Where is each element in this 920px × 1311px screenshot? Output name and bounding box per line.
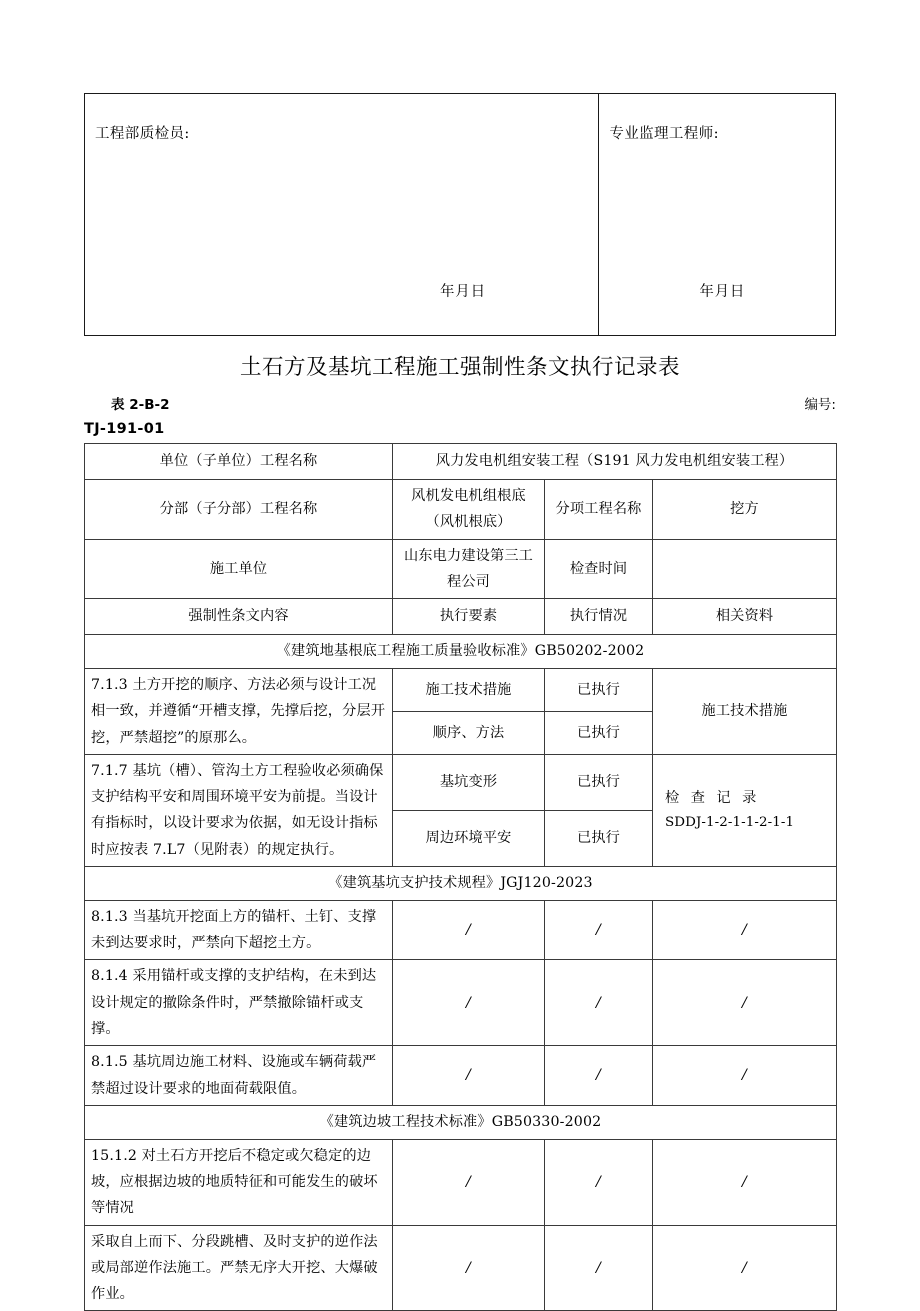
table-row-division (85, 480, 837, 540)
table-label: 表 2-B-2 (111, 397, 170, 413)
table-row-unit (85, 444, 837, 480)
inspector-date: 年月日 (440, 284, 486, 300)
table-row-clause-sub (85, 1225, 837, 1311)
clause-document[interactable]: 施工技术措施 (653, 669, 837, 755)
table-column-headers (85, 599, 837, 635)
standard-title-1: 《建筑地基根底工程施工质量验收标准》GB50202-2002 (85, 635, 837, 669)
clause-text: 15.1.2 对土石方开挖后不稳定或欠稳定的边坡，应根据边坡的地质特征和可能发生的破坏等情况 (85, 1139, 393, 1225)
clause-status[interactable]: / (545, 1046, 653, 1106)
section-standard-row (85, 1105, 837, 1139)
sub-item-label: 分项工程名称 (545, 480, 653, 540)
clause-status[interactable]: 已执行 (545, 810, 653, 866)
table-row-clause (85, 1139, 837, 1225)
unit-value[interactable]: 风力发电机组安装工程（S191 风力发电机组安装工程） (393, 444, 837, 480)
clause-text: 7.1.3 土方开挖的顺序、方法必须与设计工况相一致，并遵循“开槽支撑，先撑后挖，分层开挖，严禁超挖”的原那么。 (85, 669, 393, 755)
table-row-clause (85, 960, 837, 1046)
number-label: 编号: (804, 397, 836, 413)
section-standard-row (85, 866, 837, 900)
clause-status[interactable]: / (545, 960, 653, 1046)
page-title: 土石方及基坑工程施工强制性条文执行记录表 (239, 355, 680, 380)
division-value[interactable]: 风机发电机组根底（风机根底） (393, 480, 545, 540)
check-time-value[interactable] (653, 539, 837, 599)
clause-text: 8.1.3 当基坑开挖面上方的锚杆、土钉、支撑未到达要求时，严禁向下超挖土方。 (85, 900, 393, 960)
clause-element[interactable]: 基坑变形 (393, 754, 545, 810)
clause-element[interactable]: 顺序、方法 (393, 711, 545, 754)
table-row-clause (85, 754, 837, 810)
clause-text: 8.1.4 采用锚杆或支撑的支护结构，在未到达设计规定的撤除条件时，严禁撤除锚杆或支撑。 (85, 960, 393, 1046)
standard-title-2: 《建筑基坑支护技术规程》JGJ120-2023 (85, 866, 837, 900)
check-time-label: 检查时间 (545, 539, 653, 599)
table-row-clause (85, 669, 837, 712)
table-row-clause (85, 900, 837, 960)
clause-status[interactable]: / (545, 1139, 653, 1225)
clause-element[interactable]: / (393, 1139, 545, 1225)
clause-element[interactable]: / (393, 1225, 545, 1311)
sub-item-value[interactable]: 挖方 (653, 480, 837, 540)
supervisor-label: 专业监理工程师: (609, 126, 719, 142)
constructor-label: 施工单位 (85, 539, 393, 599)
record-code: SDDJ-1-2-1-1-2-1-1 (665, 815, 795, 831)
signature-box (84, 93, 836, 336)
clause-element[interactable]: 周边环境平安 (393, 810, 545, 866)
clause-text: 采取自上而下、分段跳槽、及时支护的逆作法或局部逆作法施工。严禁无序大开挖、大爆破作业。 (85, 1225, 393, 1311)
record-title: 检查记录 (665, 790, 768, 807)
clause-document[interactable]: / (653, 900, 837, 960)
column-header-document: 相关资料 (653, 599, 837, 635)
form-number-row (84, 393, 836, 413)
signature-cell-supervisor (599, 94, 835, 335)
clause-document[interactable]: / (653, 1225, 837, 1311)
clause-element[interactable]: 施工技术措施 (393, 669, 545, 712)
unit-label: 单位（子单位）工程名称 (85, 444, 393, 480)
clause-document[interactable]: / (653, 960, 837, 1046)
table-row-constructor (85, 539, 837, 599)
clause-status[interactable]: / (545, 900, 653, 960)
table-row-clause (85, 1046, 837, 1106)
clause-element[interactable]: / (393, 960, 545, 1046)
clause-document[interactable] (653, 754, 837, 866)
clause-document[interactable]: / (653, 1139, 837, 1225)
column-header-status: 执行情况 (545, 599, 653, 635)
column-header-element: 执行要素 (393, 599, 545, 635)
inspector-label: 工程部质检员: (95, 126, 190, 142)
clause-status[interactable]: / (545, 1225, 653, 1311)
clause-status[interactable]: 已执行 (545, 711, 653, 754)
record-reference (659, 786, 830, 834)
section-standard-row (85, 635, 837, 669)
form-code: TJ-191-01 (84, 421, 165, 437)
signature-cell-inspector (85, 94, 599, 335)
clause-document[interactable]: / (653, 1046, 837, 1106)
record-table (84, 443, 837, 1311)
clause-status[interactable]: 已执行 (545, 754, 653, 810)
division-label: 分部（子分部）工程名称 (85, 480, 393, 540)
clause-text: 7.1.7 基坑（槽）、管沟土方工程验收必须确保支护结构平安和周围环境平安为前提。当设计有指标时，以设计要求为依据，如无设计指标时应按表 7.L7（见附表）的规定执行。 (85, 754, 393, 866)
clause-status[interactable]: 已执行 (545, 669, 653, 712)
column-header-content: 强制性条文内容 (85, 599, 393, 635)
constructor-value[interactable]: 山东电力建设第三工程公司 (393, 539, 545, 599)
clause-element[interactable]: / (393, 900, 545, 960)
supervisor-date: 年月日 (699, 284, 746, 300)
clause-element[interactable]: / (393, 1046, 545, 1106)
clause-text: 8.1.5 基坑周边施工材料、设施或车辆荷载严禁超过设计要求的地面荷载限值。 (85, 1046, 393, 1106)
standard-title-3: 《建筑边坡工程技术标准》GB50330-2002 (85, 1105, 837, 1139)
